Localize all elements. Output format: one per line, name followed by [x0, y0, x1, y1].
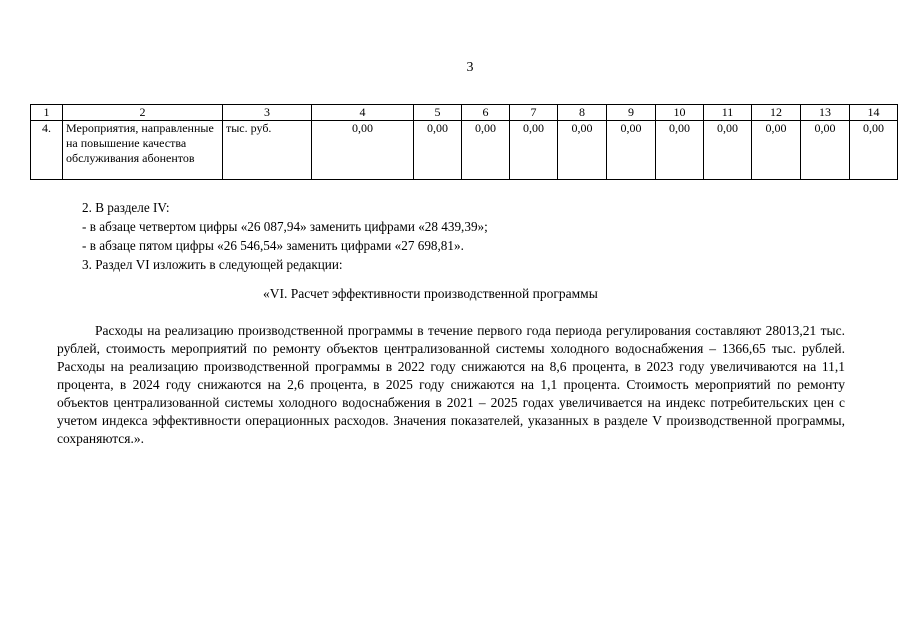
row-value: 0,00	[656, 121, 704, 180]
row-value: 0,00	[704, 121, 752, 180]
body-paragraph: Расходы на реализацию производственной программы в течение первого года периода регулирования составляют 28013,21 тыс. рублей, стоимость мероприятий по ремонту объектов централизованной системы холодного водоснабжения – 1366,65 тыс. рублей. Расходы на реализацию производственной программы в 2022 году снижаются на 8,6 процента, в 2023 году увеличиваются на 11,1 процента, в 2024 году снижаются на 2,6 процента, в 2025 году снижаются на 1,1 процента. Стоимость мероприятий по ремонту объектов централизованной системы холодного водоснабжения в 2021 – 2025 годах увеличивается на индекс потребительских цен с учетом индекса эффективности операционных расходов. Значения показателей, указанных в разделе V производственной программы, сохраняются.».	[57, 323, 845, 446]
table-row	[31, 121, 898, 180]
column-header: 2	[63, 105, 223, 121]
amendment-line: 3. Раздел VI изложить в следующей редакции:	[82, 257, 343, 272]
column-header: 12	[752, 105, 801, 121]
amendments-block	[82, 198, 488, 274]
row-value: 0,00	[312, 121, 414, 180]
column-header: 5	[414, 105, 462, 121]
column-header: 6	[462, 105, 510, 121]
page-number: 3	[466, 60, 474, 75]
column-header: 4	[312, 105, 414, 121]
row-value: 0,00	[414, 121, 462, 180]
section-heading: «VI. Расчет эффективности производственной программы	[263, 286, 598, 301]
column-header: 11	[704, 105, 752, 121]
amendment-line: - в абзаце пятом цифры «26 546,54» заменить цифрами «27 698,81».	[82, 238, 464, 253]
row-value: 0,00	[607, 121, 656, 180]
column-header: 9	[607, 105, 656, 121]
column-header: 14	[850, 105, 898, 121]
row-number: 4.	[31, 121, 63, 180]
table-header-row	[31, 105, 898, 121]
row-value: 0,00	[850, 121, 898, 180]
column-header: 1	[31, 105, 63, 121]
amendment-line: 2. В разделе IV:	[82, 200, 170, 215]
column-header: 8	[558, 105, 607, 121]
row-value: 0,00	[558, 121, 607, 180]
indicator-table	[30, 104, 898, 180]
column-header: 7	[510, 105, 558, 121]
row-value: 0,00	[752, 121, 801, 180]
row-value: 0,00	[510, 121, 558, 180]
row-unit: тыс. руб.	[223, 121, 312, 180]
row-value: 0,00	[801, 121, 850, 180]
column-header: 13	[801, 105, 850, 121]
amendment-line: - в абзаце четвертом цифры «26 087,94» заменить цифрами «28 439,39»;	[82, 219, 488, 234]
row-value: 0,00	[462, 121, 510, 180]
row-name: Мероприятия, направленные на повышение качества обслуживания абонентов	[63, 121, 223, 180]
column-header: 10	[656, 105, 704, 121]
column-header: 3	[223, 105, 312, 121]
